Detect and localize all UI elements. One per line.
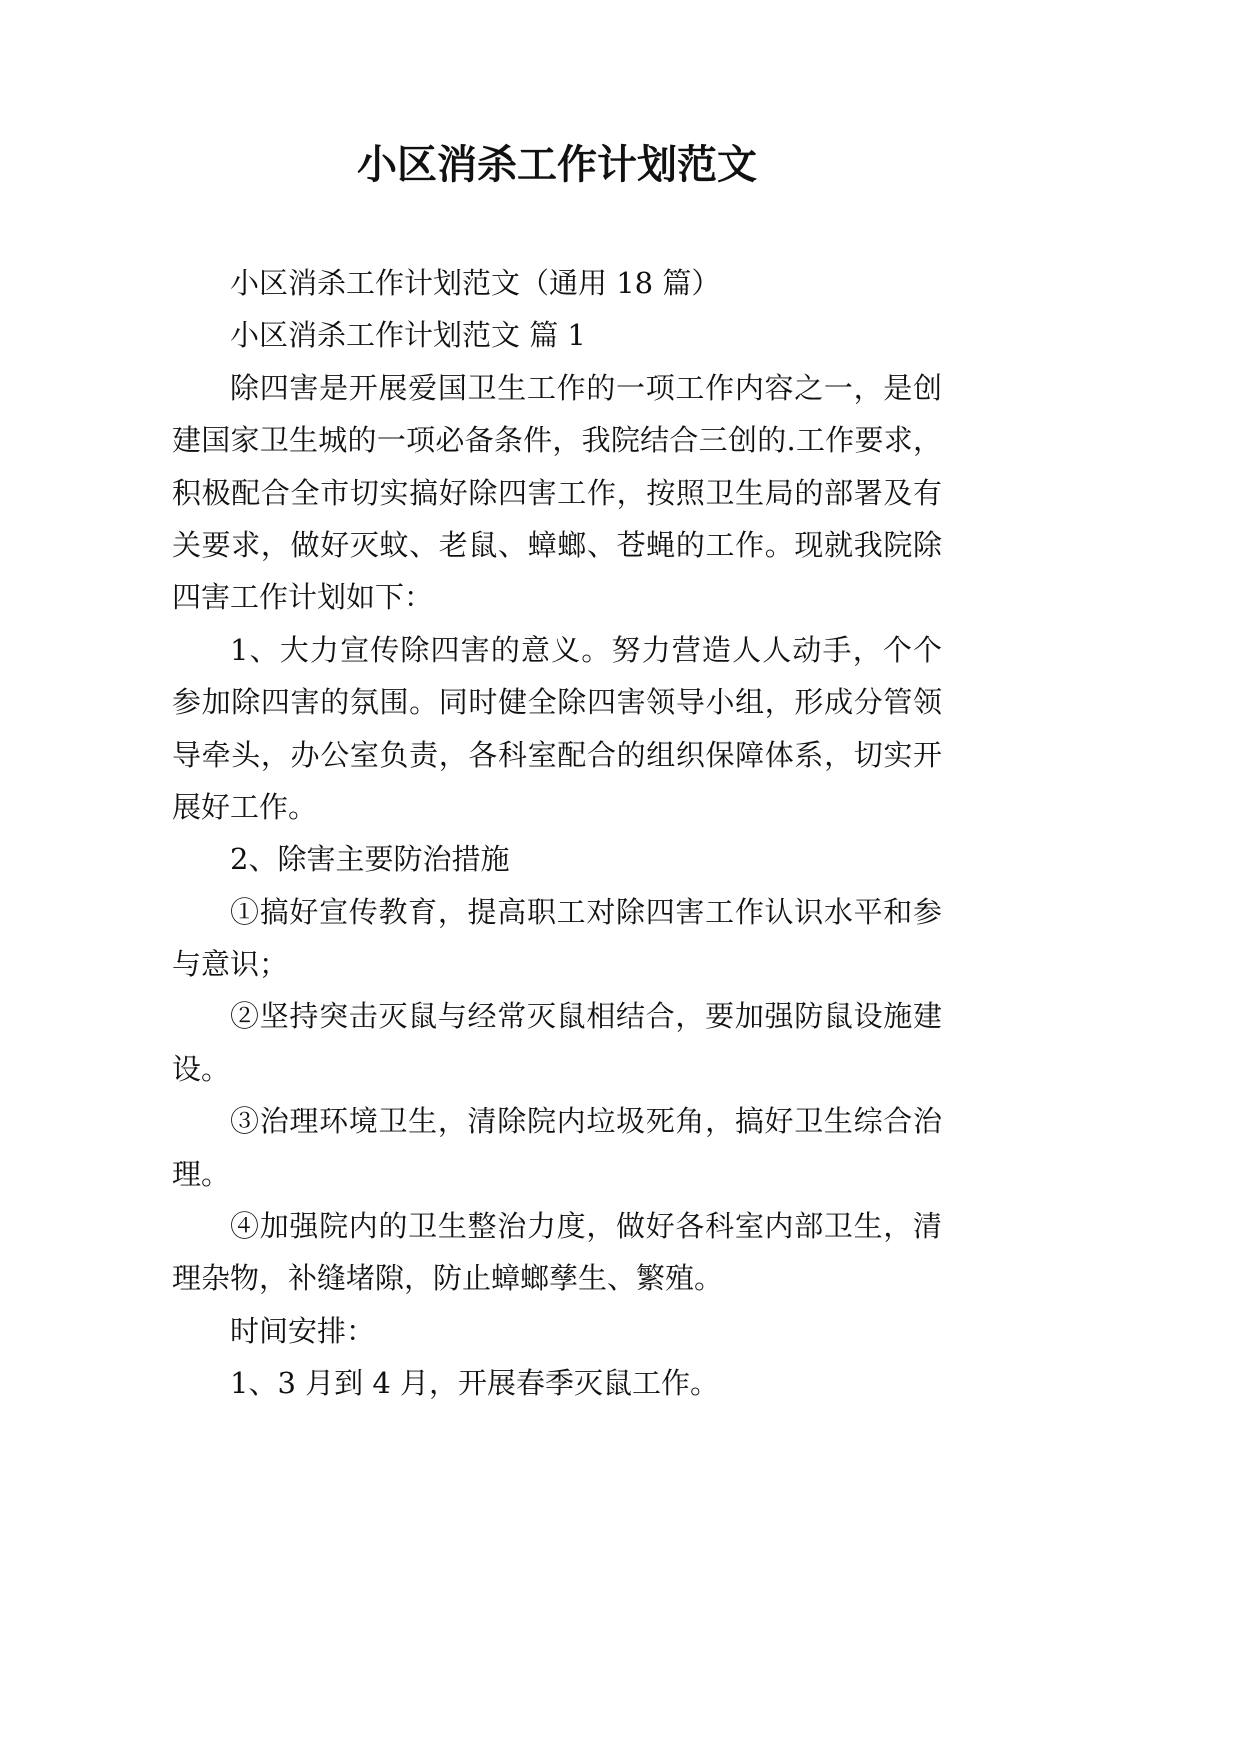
paragraph-line: 导牵头，办公室负责，各科室配合的组织保障体系，切实开 [172, 737, 942, 772]
paragraph-line: ①搞好宣传教育，提高职工对除四害工作认识水平和参 [230, 894, 942, 929]
paragraph-line: 理。 [172, 1156, 231, 1191]
paragraph-line: 1、大力宣传除四害的意义。努力营造人人动手，个个 [230, 632, 942, 667]
paragraph-line: ④加强院内的卫生整治力度，做好各科室内部卫生，清 [230, 1209, 942, 1244]
paragraph-line: 理杂物，补缝堵隙，防止蟑螂孳生、繁殖。 [172, 1261, 724, 1296]
schedule-item-1 [172, 1357, 942, 1409]
paragraph-line: 小区消杀工作计划范文 篇 1 [230, 318, 586, 353]
paragraph-line: 2、除害主要防治措施 [230, 842, 510, 877]
measure-item-3 [172, 1095, 942, 1200]
measure-item-4 [172, 1200, 942, 1305]
measure-item-1 [172, 886, 942, 991]
paragraph-line: 四害工作计划如下： [172, 580, 434, 615]
document-title: 小区消杀工作计划范文 [357, 141, 757, 188]
paragraph-line: 建国家卫生城的一项必备条件，我院结合三创的.工作要求， [172, 423, 942, 458]
paragraph-line: 1、3 月到 4 月，开展春季灭鼠工作。 [230, 1366, 720, 1401]
paragraph-line: 参加除四害的氛围。同时健全除四害领导小组，形成分管领 [172, 685, 942, 720]
collection-heading [172, 257, 942, 309]
paragraph-item-2 [172, 833, 942, 885]
paragraph-line: 时间安排： [230, 1313, 376, 1348]
paragraph-item-1 [172, 624, 942, 834]
section-heading [172, 309, 942, 361]
paragraph-line: 积极配合全市切实搞好除四害工作，按照卫生局的部署及有 [172, 475, 942, 510]
paragraph-line: 设。 [172, 1051, 231, 1086]
paragraph-line: 展好工作。 [172, 789, 318, 824]
document-body [172, 257, 942, 1410]
paragraph-intro [172, 362, 942, 624]
paragraph-line: 关要求，做好灭蚊、老鼠、蟑螂、苍蝇的工作。现就我院除 [172, 527, 942, 562]
measure-item-2 [172, 990, 942, 1095]
schedule-heading [172, 1305, 942, 1357]
paragraph-line: 小区消杀工作计划范文（通用 18 篇） [230, 266, 721, 300]
paragraph-line: 除四害是开展爱国卫生工作的一项工作内容之一，是创 [230, 370, 942, 405]
paragraph-line: 与意识； [172, 947, 289, 982]
paragraph-line: ②坚持突击灭鼠与经常灭鼠相结合，要加强防鼠设施建 [230, 999, 942, 1034]
paragraph-line: ③治理环境卫生，清除院内垃圾死角，搞好卫生综合治 [230, 1104, 942, 1139]
